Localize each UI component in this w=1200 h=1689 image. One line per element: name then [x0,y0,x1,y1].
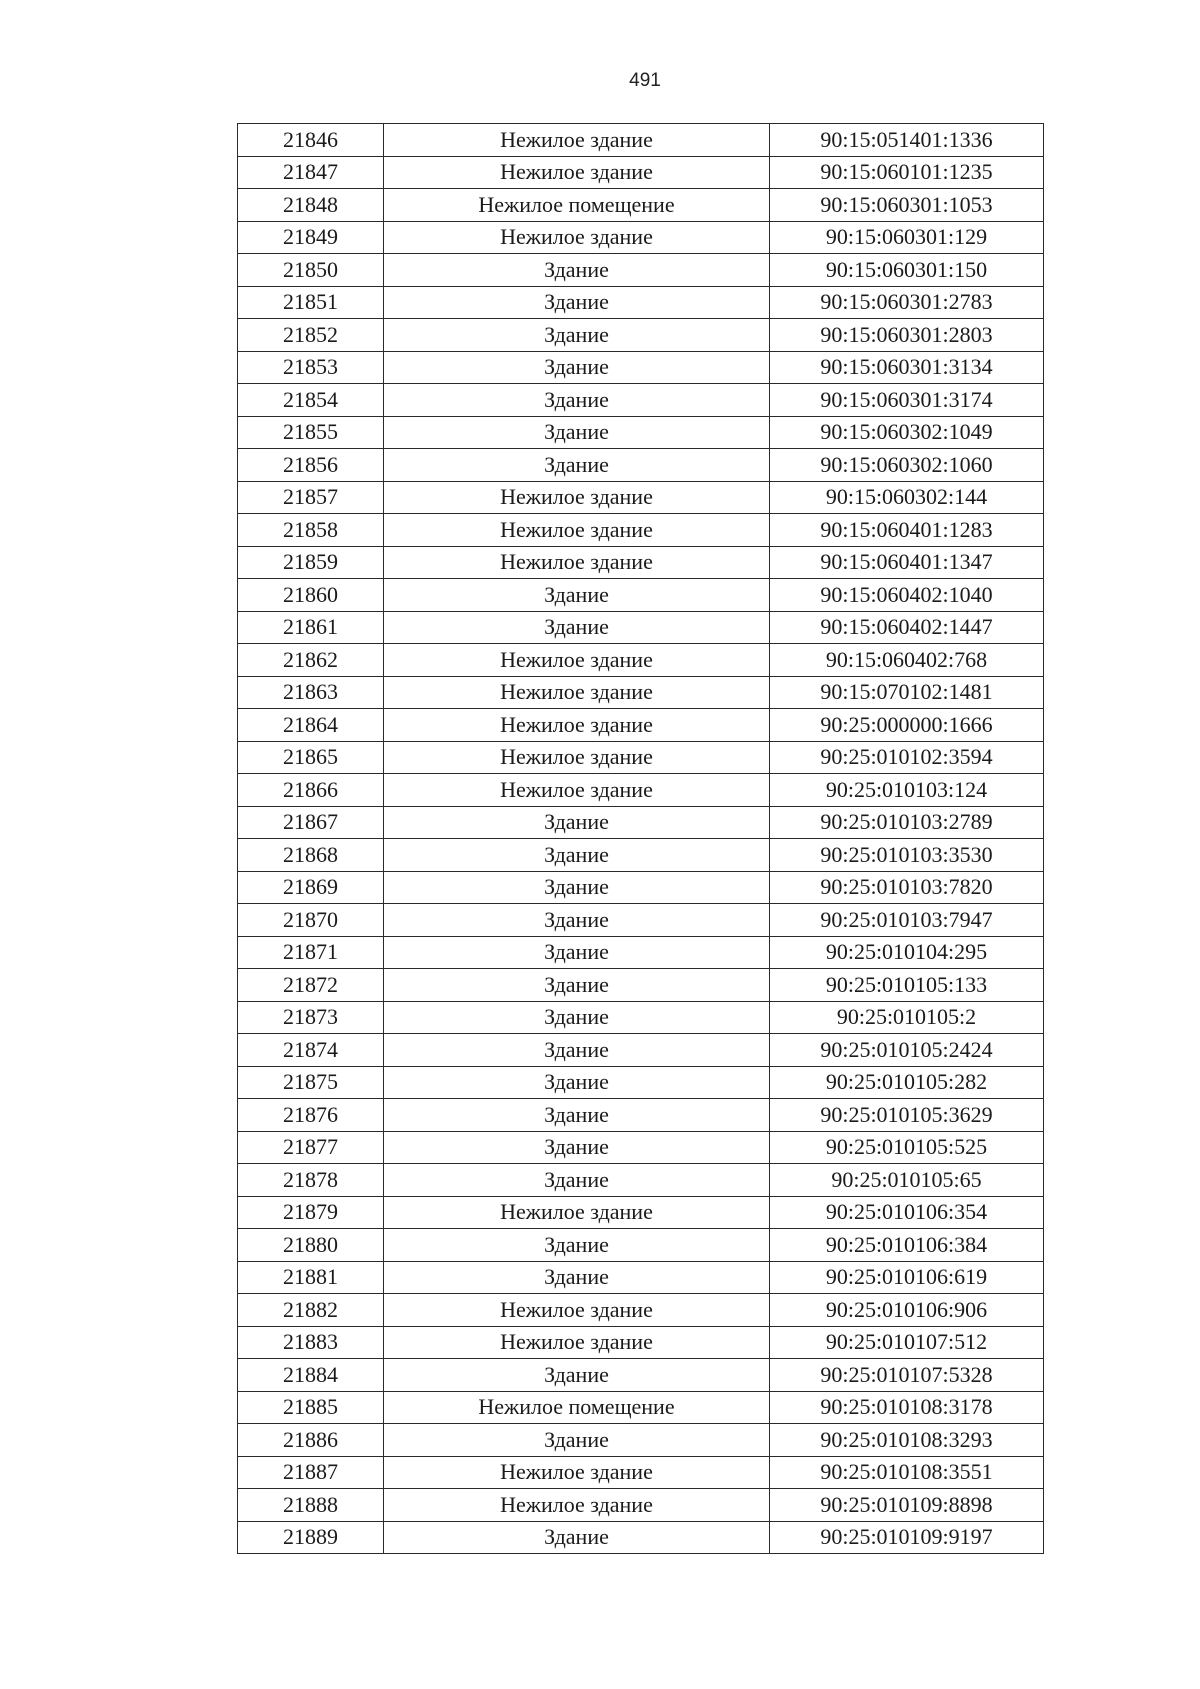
table-row [238,1294,1044,1327]
object-type-cell: Нежилое здание [384,514,770,547]
cadastral-number-cell: 90:15:060302:144 [770,481,1044,514]
table-row [238,741,1044,774]
cadastral-number-cell: 90:25:000000:1666 [770,709,1044,742]
object-type-cell: Нежилое здание [384,1196,770,1229]
object-type-cell: Здание [384,1099,770,1132]
table-row [238,806,1044,839]
row-number-cell: 21860 [238,579,384,612]
row-number-cell: 21854 [238,384,384,417]
cadastral-number-cell: 90:25:010106:354 [770,1196,1044,1229]
table-row [238,156,1044,189]
table-row [238,871,1044,904]
cadastral-number-cell: 90:15:060101:1235 [770,156,1044,189]
row-number-cell: 21851 [238,286,384,319]
table-row [238,676,1044,709]
cadastral-number-cell: 90:25:010108:3293 [770,1424,1044,1457]
object-type-cell: Здание [384,839,770,872]
cadastral-number-cell: 90:25:010105:65 [770,1164,1044,1197]
object-type-cell: Нежилое здание [384,1456,770,1489]
row-number-cell: 21885 [238,1391,384,1424]
object-type-cell: Здание [384,351,770,384]
object-type-cell: Нежилое здание [384,221,770,254]
row-number-cell: 21880 [238,1229,384,1262]
row-number-cell: 21877 [238,1131,384,1164]
cadastral-number-cell: 90:15:060301:3134 [770,351,1044,384]
cadastral-number-cell: 90:15:060401:1347 [770,546,1044,579]
cadastral-number-cell: 90:15:060302:1049 [770,416,1044,449]
row-number-cell: 21865 [238,741,384,774]
cadastral-number-cell: 90:15:060301:2803 [770,319,1044,352]
row-number-cell: 21858 [238,514,384,547]
row-number-cell: 21889 [238,1521,384,1554]
object-type-cell: Здание [384,806,770,839]
register-table-container [237,123,1043,1554]
table-row [238,416,1044,449]
register-table-body [238,124,1044,1554]
object-type-cell: Нежилое здание [384,156,770,189]
table-row [238,514,1044,547]
object-type-cell: Нежилое здание [384,481,770,514]
row-number-cell: 21875 [238,1066,384,1099]
table-row [238,546,1044,579]
object-type-cell: Здание [384,1359,770,1392]
table-row [238,1391,1044,1424]
table-row [238,1359,1044,1392]
object-type-cell: Здание [384,1001,770,1034]
cadastral-number-cell: 90:15:060401:1283 [770,514,1044,547]
row-number-cell: 21870 [238,904,384,937]
cadastral-number-cell: 90:15:070102:1481 [770,676,1044,709]
row-number-cell: 21884 [238,1359,384,1392]
row-number-cell: 21883 [238,1326,384,1359]
table-row [238,481,1044,514]
table-row [238,1261,1044,1294]
cadastral-number-cell: 90:25:010108:3178 [770,1391,1044,1424]
cadastral-number-cell: 90:15:060301:129 [770,221,1044,254]
table-row [238,774,1044,807]
table-row [238,611,1044,644]
row-number-cell: 21849 [238,221,384,254]
table-row [238,839,1044,872]
table-row [238,189,1044,222]
cadastral-number-cell: 90:25:010107:5328 [770,1359,1044,1392]
row-number-cell: 21886 [238,1424,384,1457]
cadastral-number-cell: 90:25:010105:2 [770,1001,1044,1034]
object-type-cell: Нежилое здание [384,741,770,774]
row-number-cell: 21869 [238,871,384,904]
table-row [238,969,1044,1002]
cadastral-number-cell: 90:25:010105:3629 [770,1099,1044,1132]
object-type-cell: Здание [384,1131,770,1164]
cadastral-number-cell: 90:15:060402:1040 [770,579,1044,612]
cadastral-number-cell: 90:15:060301:2783 [770,286,1044,319]
row-number-cell: 21853 [238,351,384,384]
object-type-cell: Здание [384,579,770,612]
row-number-cell: 21873 [238,1001,384,1034]
table-row [238,1521,1044,1554]
register-table [237,123,1044,1554]
object-type-cell: Нежилое здание [384,774,770,807]
row-number-cell: 21852 [238,319,384,352]
row-number-cell: 21856 [238,449,384,482]
cadastral-number-cell: 90:25:010105:282 [770,1066,1044,1099]
object-type-cell: Здание [384,384,770,417]
row-number-cell: 21882 [238,1294,384,1327]
table-row [238,1489,1044,1522]
table-row [238,221,1044,254]
cadastral-number-cell: 90:25:010103:7947 [770,904,1044,937]
row-number-cell: 21847 [238,156,384,189]
table-row [238,254,1044,287]
cadastral-number-cell: 90:25:010105:2424 [770,1034,1044,1067]
table-row [238,1099,1044,1132]
object-type-cell: Здание [384,611,770,644]
object-type-cell: Здание [384,449,770,482]
object-type-cell: Здание [384,1261,770,1294]
cadastral-number-cell: 90:25:010103:2789 [770,806,1044,839]
object-type-cell: Здание [384,969,770,1002]
row-number-cell: 21881 [238,1261,384,1294]
row-number-cell: 21859 [238,546,384,579]
cadastral-number-cell: 90:25:010103:124 [770,774,1044,807]
cadastral-number-cell: 90:25:010103:7820 [770,871,1044,904]
row-number-cell: 21857 [238,481,384,514]
object-type-cell: Нежилое здание [384,709,770,742]
object-type-cell: Здание [384,416,770,449]
table-row [238,1326,1044,1359]
cadastral-number-cell: 90:25:010109:8898 [770,1489,1044,1522]
object-type-cell: Здание [384,936,770,969]
cadastral-number-cell: 90:25:010104:295 [770,936,1044,969]
row-number-cell: 21862 [238,644,384,677]
cadastral-number-cell: 90:25:010109:9197 [770,1521,1044,1554]
cadastral-number-cell: 90:25:010102:3594 [770,741,1044,774]
cadastral-number-cell: 90:25:010106:906 [770,1294,1044,1327]
table-row [238,286,1044,319]
cadastral-number-cell: 90:15:060402:768 [770,644,1044,677]
cadastral-number-cell: 90:15:060402:1447 [770,611,1044,644]
object-type-cell: Здание [384,254,770,287]
object-type-cell: Здание [384,1164,770,1197]
row-number-cell: 21874 [238,1034,384,1067]
table-row [238,1456,1044,1489]
table-row [238,904,1044,937]
row-number-cell: 21855 [238,416,384,449]
object-type-cell: Нежилое здание [384,546,770,579]
row-number-cell: 21861 [238,611,384,644]
table-row [238,1196,1044,1229]
object-type-cell: Нежилое здание [384,124,770,157]
object-type-cell: Здание [384,1066,770,1099]
cadastral-number-cell: 90:25:010106:619 [770,1261,1044,1294]
object-type-cell: Здание [384,871,770,904]
cadastral-number-cell: 90:15:060301:150 [770,254,1044,287]
object-type-cell: Здание [384,319,770,352]
object-type-cell: Нежилое здание [384,1489,770,1522]
object-type-cell: Нежилое здание [384,1294,770,1327]
object-type-cell: Здание [384,286,770,319]
table-row [238,709,1044,742]
table-row [238,1424,1044,1457]
page-number: 491 [629,70,661,91]
object-type-cell: Нежилое помещение [384,1391,770,1424]
object-type-cell: Нежилое здание [384,1326,770,1359]
row-number-cell: 21878 [238,1164,384,1197]
table-row [238,319,1044,352]
object-type-cell: Здание [384,1034,770,1067]
row-number-cell: 21879 [238,1196,384,1229]
cadastral-number-cell: 90:25:010106:384 [770,1229,1044,1262]
object-type-cell: Здание [384,1229,770,1262]
table-row [238,449,1044,482]
object-type-cell: Здание [384,1521,770,1554]
cadastral-number-cell: 90:25:010107:512 [770,1326,1044,1359]
cadastral-number-cell: 90:25:010103:3530 [770,839,1044,872]
table-row [238,644,1044,677]
cadastral-number-cell: 90:15:060301:3174 [770,384,1044,417]
row-number-cell: 21872 [238,969,384,1002]
table-row [238,351,1044,384]
row-number-cell: 21868 [238,839,384,872]
row-number-cell: 21871 [238,936,384,969]
table-row [238,1034,1044,1067]
row-number-cell: 21863 [238,676,384,709]
row-number-cell: 21848 [238,189,384,222]
cadastral-number-cell: 90:15:060302:1060 [770,449,1044,482]
object-type-cell: Здание [384,1424,770,1457]
table-row [238,124,1044,157]
row-number-cell: 21866 [238,774,384,807]
object-type-cell: Нежилое помещение [384,189,770,222]
table-row [238,384,1044,417]
row-number-cell: 21850 [238,254,384,287]
row-number-cell: 21846 [238,124,384,157]
table-row [238,1131,1044,1164]
cadastral-number-cell: 90:25:010105:525 [770,1131,1044,1164]
table-row [238,1001,1044,1034]
table-row [238,579,1044,612]
object-type-cell: Здание [384,904,770,937]
table-row [238,1066,1044,1099]
cadastral-number-cell: 90:25:010108:3551 [770,1456,1044,1489]
row-number-cell: 21864 [238,709,384,742]
table-row [238,936,1044,969]
cadastral-number-cell: 90:25:010105:133 [770,969,1044,1002]
object-type-cell: Нежилое здание [384,676,770,709]
table-row [238,1164,1044,1197]
row-number-cell: 21876 [238,1099,384,1132]
object-type-cell: Нежилое здание [384,644,770,677]
table-row [238,1229,1044,1262]
row-number-cell: 21887 [238,1456,384,1489]
cadastral-number-cell: 90:15:051401:1336 [770,124,1044,157]
row-number-cell: 21867 [238,806,384,839]
cadastral-number-cell: 90:15:060301:1053 [770,189,1044,222]
row-number-cell: 21888 [238,1489,384,1522]
